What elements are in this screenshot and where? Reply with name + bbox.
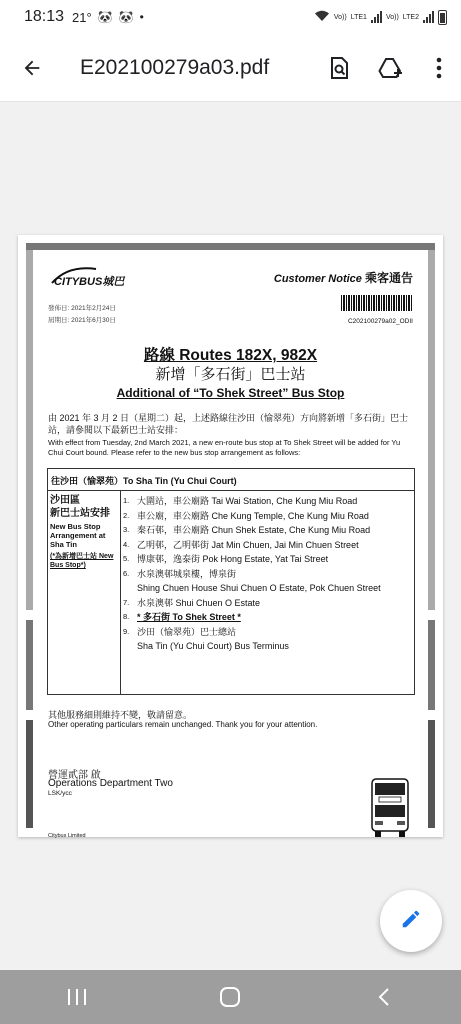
new-stop-heading-cn: 新增「多石街」巴士站 [155, 366, 306, 383]
stop-number: 6. [123, 568, 130, 578]
stop-number: 2. [123, 510, 130, 520]
page-right-border [428, 250, 435, 828]
status-temperature: 21° [72, 9, 92, 25]
panda-icon: 🐼 [97, 10, 113, 24]
list-item [123, 509, 412, 524]
volte1-label: Vo)) [333, 13, 347, 21]
stop-name: 秦石邨，車公廟路 Chun Shek Estate, Che Kung Miu Road [137, 525, 371, 535]
dot-icon: • [139, 10, 144, 24]
reference-initials: LSK/ycc [48, 790, 72, 797]
volte2-label: Vo)) [385, 13, 399, 21]
intro-text-en: With effect from Tuesday, 2nd March 2021, a new en-route bus stop at To Shek Street will be added for Yu Chui Court bound. Please refer to the new bus stop arrangement as follows: [48, 438, 401, 457]
sim1-label: LTE1 [350, 13, 367, 21]
battery-icon [438, 10, 447, 25]
list-item [123, 567, 412, 582]
department-cn: 營運貳部 啟 [48, 770, 101, 781]
stop-name: 水泉澳邨 Shui Chuen O Estate [137, 597, 261, 608]
arrow-back-icon[interactable] [0, 34, 64, 102]
stop-name: 大圍站，車公廟路 Tai Wai Station, Che Kung Miu Road [137, 496, 358, 506]
list-item [123, 596, 412, 611]
find-in-page-icon[interactable] [313, 34, 365, 102]
recents-icon[interactable] [47, 970, 107, 1024]
status-bar [0, 0, 461, 34]
district-cn: 沙田區 [50, 495, 80, 506]
reference-number: C202100279a02_ODII [347, 318, 413, 325]
document-title: E202100279a03.pdf [80, 55, 270, 79]
back-icon[interactable] [354, 970, 414, 1024]
add-to-drive-icon[interactable] [365, 34, 417, 102]
svg-text:CITYBUS城巴: CITYBUS城巴 [54, 276, 125, 288]
table-district-cell [48, 491, 121, 694]
stop-number: 7. [123, 597, 130, 607]
new-stop-note: (*為新增巴士站 New Bus Stop*) [50, 553, 114, 569]
page-top-border [26, 243, 435, 250]
stop-number: 4. [123, 539, 130, 549]
panda-icon-2: 🐼 [118, 10, 134, 24]
routes-heading: 路線 Routes 182X, 982X [143, 347, 318, 364]
citybus-logo [48, 263, 132, 293]
stop-name-en: Shing Chuen House Shui Chuen O Estate, Pok Chuen Street [137, 583, 381, 593]
signal2-icon [423, 11, 434, 23]
stop-name: 博康邨，逸泰街 Pok Hong Estate, Yat Tai Street [137, 554, 329, 564]
notice-cn: 乘客通告 [364, 271, 413, 285]
stop-name: 乙明邨，乙明邨街 Jat Min Chuen, Jai Min Chuen Street [137, 539, 359, 550]
stop-name: * 多石街 To Shek Street * [137, 612, 241, 622]
stop-number: 8. [123, 612, 130, 621]
stop-list [123, 491, 412, 654]
list-item [123, 625, 412, 640]
more-vert-icon[interactable] [417, 34, 461, 102]
arrangement-en: New Bus Stop Arrangement at Sha Tin [50, 522, 106, 549]
edit-fab-button[interactable] [380, 890, 442, 952]
signal1-icon [371, 11, 382, 23]
notice-dates [48, 303, 116, 327]
pdf-page[interactable] [18, 235, 443, 837]
issue-date: 發佈日: 2021年2月24日 [48, 305, 116, 312]
list-item [123, 538, 412, 553]
list-item [123, 552, 412, 567]
stop-name: 車公廟，車公廟路 Che Kung Temple, Che Kung Miu Road [137, 510, 369, 521]
new-stop-heading-en: Additional of “To Shek Street” Bus Stop [116, 386, 345, 400]
wifi-icon [314, 10, 330, 25]
other-particulars-cn: 其他服務細則維持不變，敬請留意。 [48, 710, 193, 720]
stop-number: 9. [123, 626, 130, 636]
status-time: 18:13 [24, 8, 65, 25]
department-en: Operations Department Two [48, 778, 173, 789]
new-stop-item [123, 610, 412, 625]
sim2-label: LTE2 [402, 13, 419, 21]
stop-name: 沙田（愉翠苑）巴士總站 [137, 626, 237, 637]
table-header: 往沙田（愉翠苑）To Sha Tin (Yu Chui Court) [48, 469, 414, 491]
edit-pencil-icon [400, 908, 422, 935]
document-content [48, 263, 413, 839]
bus-stop-table [47, 468, 415, 695]
app-bar [0, 34, 461, 102]
arrangement-cn: 新巴士站安排 [50, 508, 110, 519]
list-item [123, 639, 412, 654]
stop-number: 5. [123, 554, 130, 563]
stop-number: 3. [123, 525, 130, 534]
other-particulars-en: Other operating particulars remain unchanged. Thank you for your attention. [48, 720, 318, 729]
stop-number: 1. [123, 496, 130, 505]
list-item [123, 494, 412, 509]
list-item [123, 581, 412, 596]
barcode-image [341, 295, 413, 311]
intro-text-cn: 由 2021 年 3 月 2 日（星期二）起，上述路線往沙田（愉翠苑）方向將新增「多石街」巴士站，請參閱以下最新巴士站安排： [48, 413, 409, 435]
company-name: Citybus Limited [48, 833, 86, 839]
stop-name: 水泉澳邨城泉樓，博泉街 [137, 568, 237, 579]
page-left-border [26, 250, 33, 828]
list-item [123, 523, 412, 538]
system-nav-bar [0, 970, 461, 1024]
notice-en: Customer Notice [273, 273, 362, 285]
home-icon[interactable] [200, 970, 260, 1024]
bus-illustration [369, 777, 411, 839]
expiry-date: 屆期日: 2021年6月30日 [48, 317, 116, 324]
customer-notice-title [274, 269, 413, 286]
stop-name-en: Sha Tin (Yu Chui Court) Bus Terminus [137, 641, 289, 651]
